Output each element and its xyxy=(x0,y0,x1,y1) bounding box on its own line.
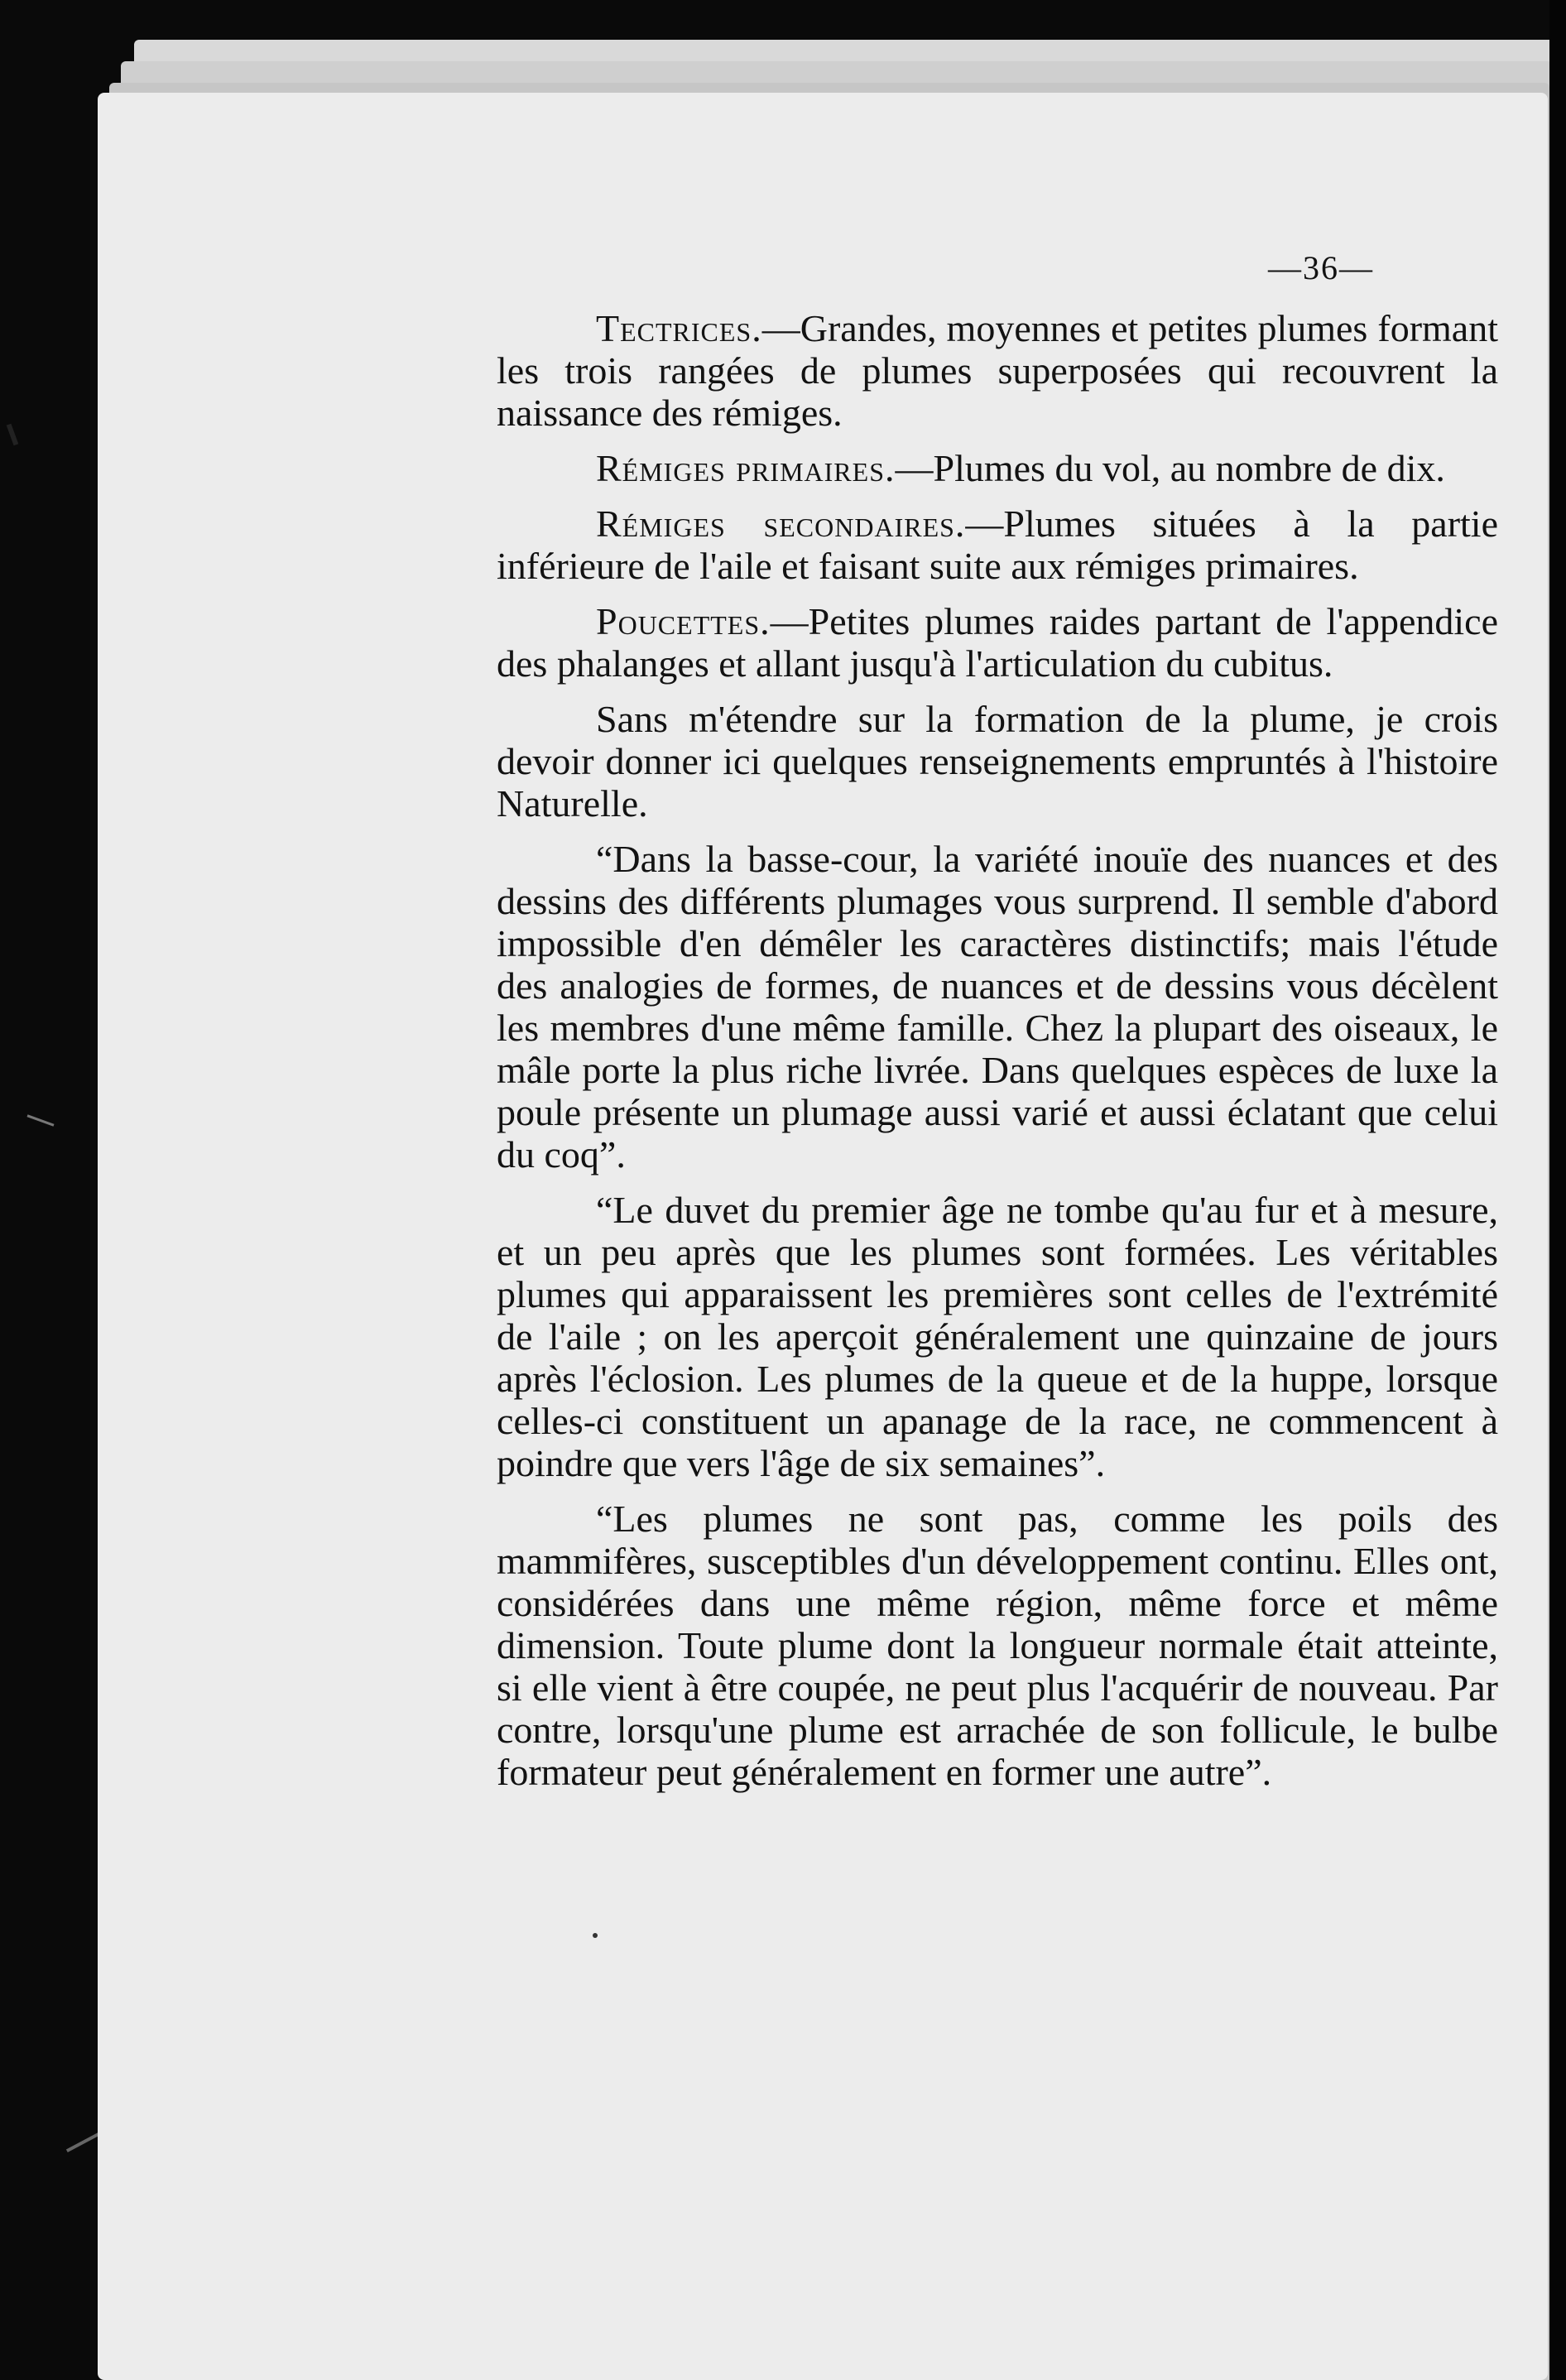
paragraph-tectrices xyxy=(497,307,1498,434)
term: Tectrices. xyxy=(596,307,762,349)
paragraph-formation: Sans m'étendre sur la formation de la plume, je crois devoir donner ici quelques renseignements empruntés à l'histoire Naturelle. xyxy=(497,698,1498,825)
definition: —Petites plumes raides partant de l'appendice des phalanges et allant jusqu'à l'articulation du cubitus. xyxy=(497,600,1498,685)
scan-border xyxy=(1549,0,1566,2380)
definition: —Grandes, moyennes et petites plumes formant les trois rangées de plumes superposées qui recouvrent la naissance des rémiges. xyxy=(497,307,1498,434)
paragraph-quote-basse-cour: “Dans la basse-cour, la variété inouïe des nuances et des dessins des différents plumages vous surprend. Il semble d'abord impossible d'en démêler les caractères distinctifs; mais l'étude des analogies de formes, de nuances et de dessins vous décèlent les membres d'une même famille. Chez la plupart des oiseaux, le mâle porte la plus riche livrée. Dans quelques espèces de luxe la poule présente un plumage aussi varié et aussi éclatant que celui du coq”. xyxy=(497,838,1498,1176)
ink-dot xyxy=(593,1933,598,1938)
paragraph-quote-duvet: “Le duvet du premier âge ne tombe qu'au fur et à mesure, et un peu après que les plumes sont formées. Les véritables plumes qui apparaissent les premières sont celles de l'extrémité de l'aile ; on les aperçoit généralement une quinzaine de jours après l'éclosion. Les plumes de la queue et de la huppe, lorsque celles-ci constituent un apanage de la race, ne commencent à poindre que vers l'âge de six semaines”. xyxy=(497,1189,1498,1484)
term: Poucettes. xyxy=(596,600,771,642)
page-text xyxy=(497,248,1498,1806)
definition: —Plumes du vol, au nombre de dix. xyxy=(895,447,1445,489)
term: Rémiges secondaires. xyxy=(596,502,966,545)
paragraph-poucettes xyxy=(497,600,1498,685)
paragraph-remiges-secondaires xyxy=(497,502,1498,587)
paragraph-quote-plumes: “Les plumes ne sont pas, comme les poils des mammifères, susceptibles d'un développement continu. Elles ont, considérées dans une même région, même force et même dimension. Toute plume dont la longueur normale était atteinte, si elle vient à être coupée, ne peut plus l'acquérir de nouveau. Par contre, lorsqu'une plume est arrachée de son follicule, le bulbe formateur peut généralement en former une autre”. xyxy=(497,1498,1498,1793)
scan-artifact xyxy=(27,1114,55,1126)
paragraph-remiges-primaires xyxy=(497,447,1498,489)
scan-artifact xyxy=(7,424,19,445)
term: Rémiges primaires. xyxy=(596,447,896,489)
definition: —Plumes situées à la partie inférieure de l'aile et faisant suite aux rémiges primaires. xyxy=(497,502,1498,587)
page-number: —36— xyxy=(1268,249,1374,286)
